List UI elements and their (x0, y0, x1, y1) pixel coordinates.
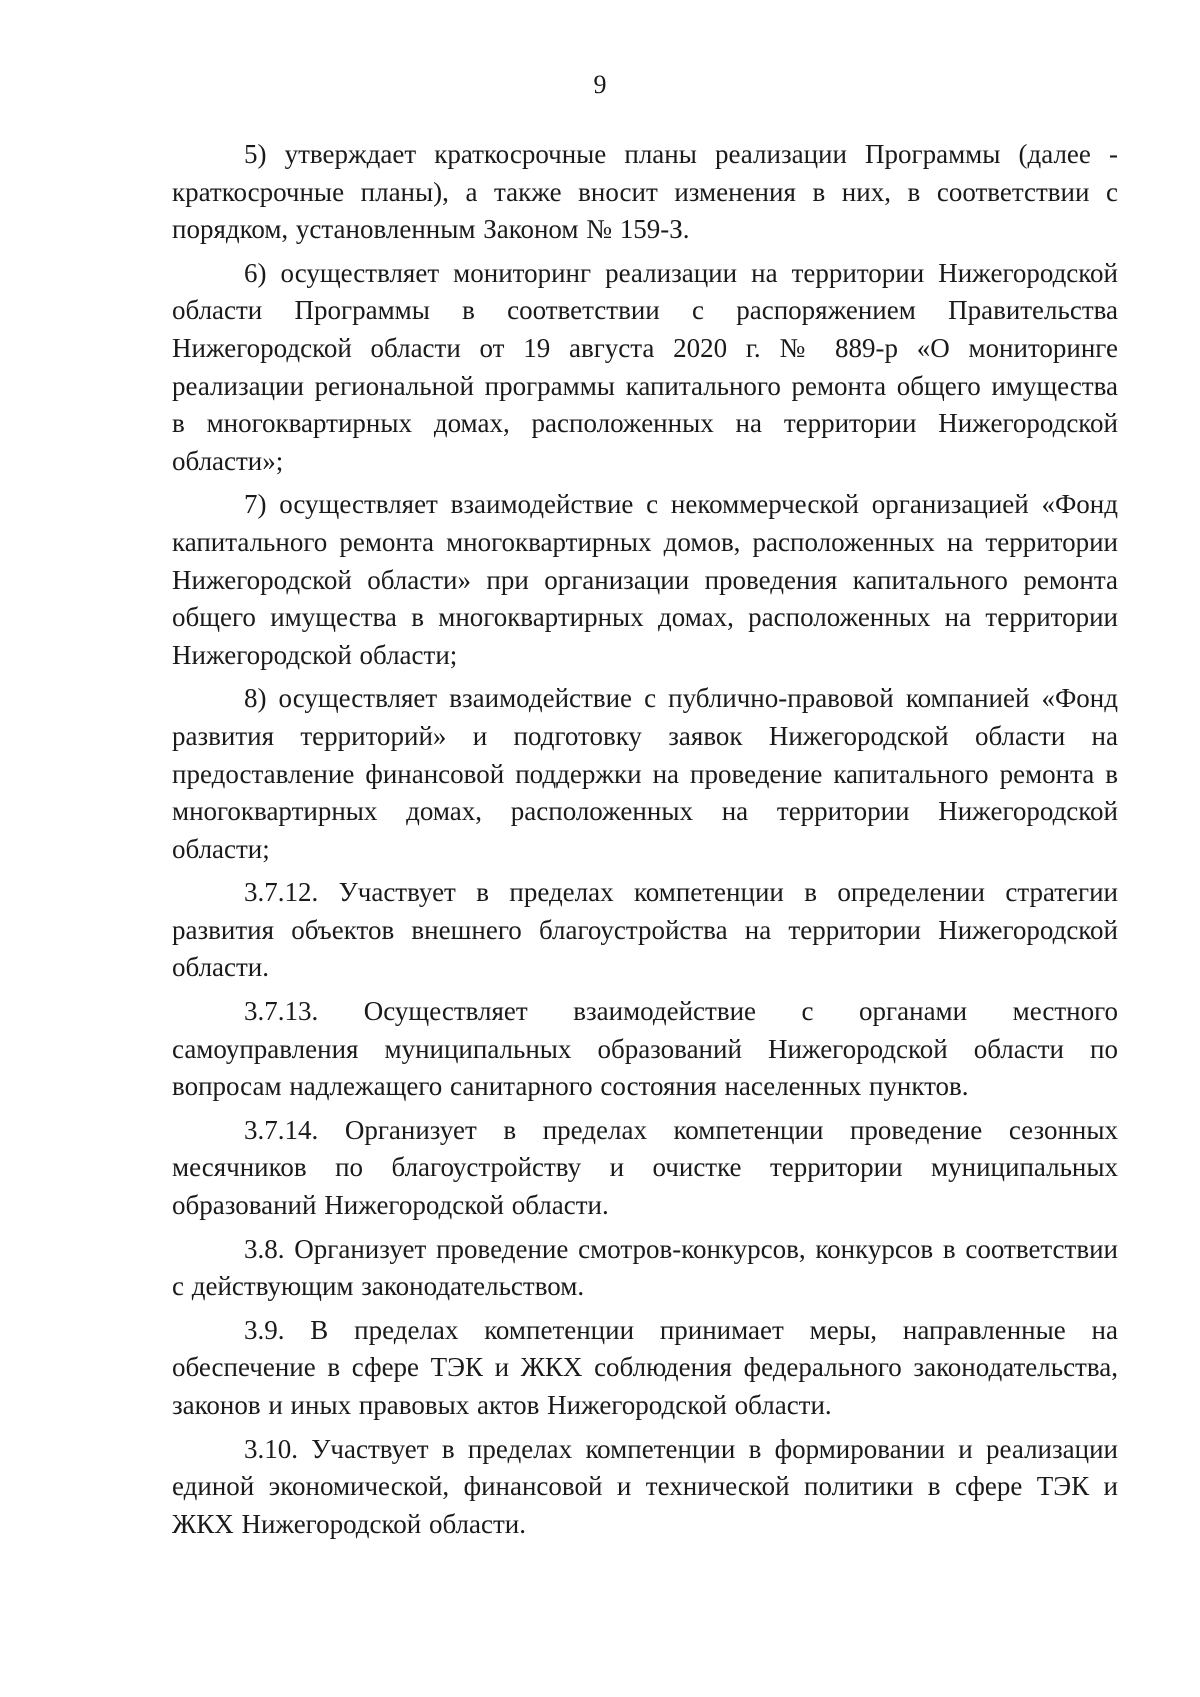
paragraph-3-7-12: 3.7.12. Участвует в пределах компетенции в определении стратегии развития объектов внешнего благоустройства на территории Нижегородской области. (172, 877, 1118, 983)
page-number: 9 (593, 70, 607, 99)
paragraph-item-7: 7) осуществляет взаимодействие с некоммерческой организацией «Фонд капитального ремонта многоквартирных домов, расположенных на территории Нижегородской области» при организации проведения капитального ремонта общего имущества в многоквартирных домах, расположенных на территории Нижегородской области; (172, 489, 1118, 670)
document-body (172, 136, 1118, 1549)
paragraph-3-8: 3.8. Организует проведение смотров-конкурсов, конкурсов в соответствии с действующим законодательством. (172, 1233, 1118, 1302)
paragraph-3-10: 3.10. Участвует в пределах компетенции в формировании и реализации единой экономической, финансовой и технической политики в сфере ТЭК и ЖКХ Нижегородской области. (172, 1433, 1118, 1539)
paragraph-item-6: 6) осуществляет мониторинг реализации на территории Нижегородской области Программы в соответствии с распоряжением Правительства Нижегородской области от 19 августа 2020 г. № 889-р «О мониторинге реализации региональной программы капитального ремонта общего имущества в многоквартирных домах, расположенных на территории Нижегородской области»; (172, 257, 1118, 476)
paragraph-3-9: 3.9. В пределах компетенции принимает меры, направленные на обеспечение в сфере ТЭК и ЖКХ соблюдения федерального законодательства, законов и иных правовых актов Нижегородской области. (172, 1314, 1118, 1420)
paragraph-item-8: 8) осуществляет взаимодействие с публично-правовой компанией «Фонд развития территорий» и подготовку заявок Нижегородской области на предоставление финансовой поддержки на проведение капитального ремонта в многоквартирных домах, расположенных на территории Нижегородской области; (172, 683, 1118, 864)
paragraph-3-7-14: 3.7.14. Организует в пределах компетенции проведение сезонных месячников по благоустройству и очистке территории муниципальных образований Нижегородской области. (172, 1114, 1118, 1221)
paragraph-3-7-13: 3.7.13. Осуществляет взаимодействие с органами местного самоуправления муниципальных образований Нижегородской области по вопросам надлежащего санитарного состояния населенных пунктов. (172, 996, 1118, 1102)
paragraph-item-5: 5) утверждает краткосрочные планы реализации Программы (далее - краткосрочные планы), а также вносит изменения в них, в соответствии с порядком, установленным Законом № 159-З. (172, 139, 1118, 245)
